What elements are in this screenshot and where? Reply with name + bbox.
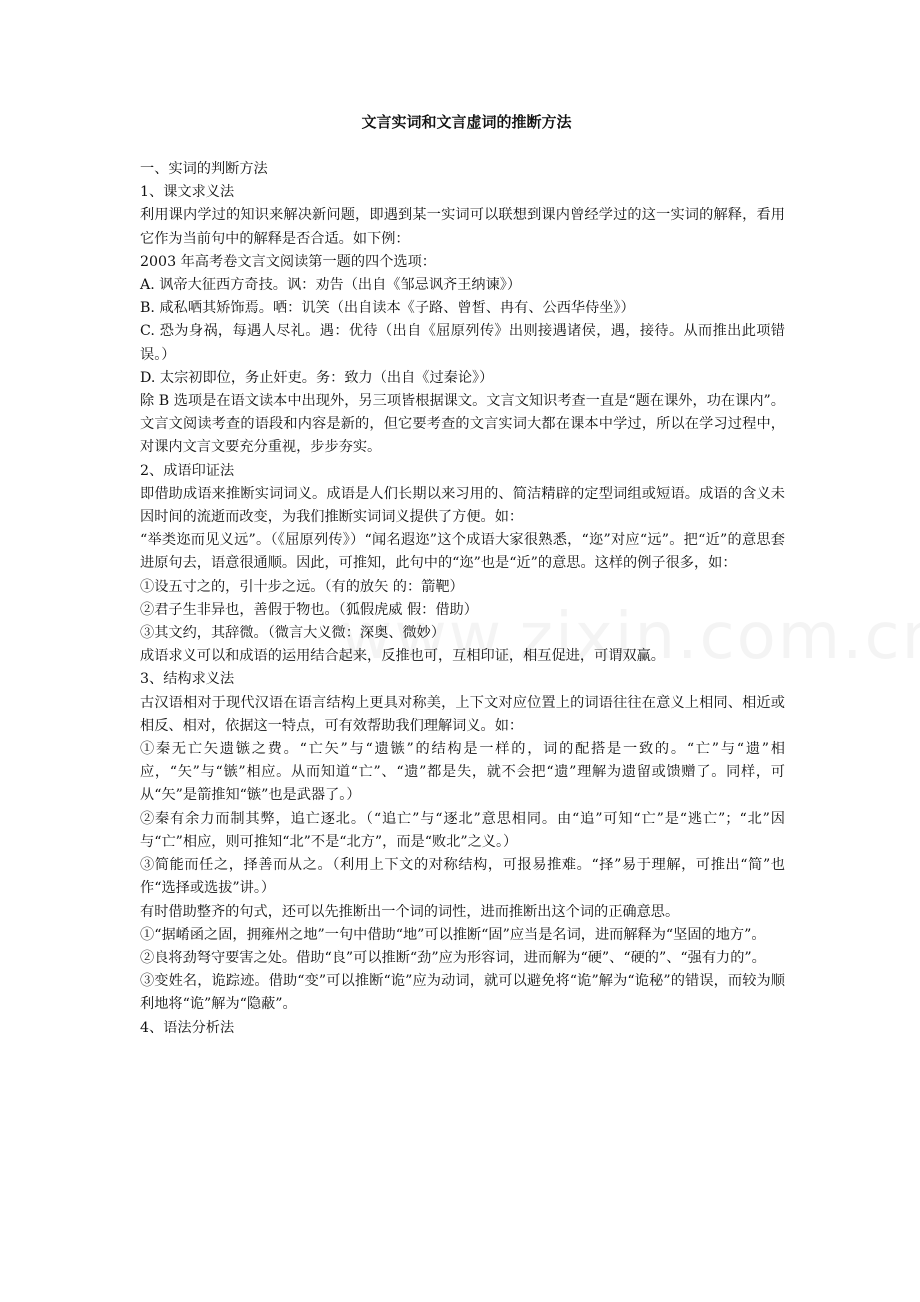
document-page: [140, 110, 785, 1040]
paragraph: 有时借助整齐的句式，还可以先推断出一个词的词性，进而推断出这个词的正确意思。: [140, 903, 680, 920]
heading-method-4: 4、语法分析法: [140, 1019, 235, 1036]
example-item: ②秦有余力而制其弊，追亡逐北。（“追亡”与“逐北”意思相同。由“追”可知“亡”是“逃亡”；“北”因与“亡”相应，则可推知“北”不是“北方”，而是“败北”之义。）: [140, 810, 785, 850]
example-item: ①“据崤函之固，拥雍州之地”一句中借助“地”可以推断“固”应当是名词，进而解释为“坚固的地方”。: [140, 926, 766, 943]
paragraph: 即借助成语来推断实词词义。成语是人们长期以来习用的、简洁精辟的定型词组或短语。成语的含义未因时间的流逝而改变，为我们推断实词词义提供了方便。如：: [140, 485, 785, 526]
option-a: A. 讽帝大征西方奇技。讽：劝告（出自《邹忌讽齐王纳谏》）: [140, 277, 522, 294]
example-item: ③变姓名，诡踪迹。借助“变”可以推断“诡”应为动词，就可以避免将“诡”解为“诡秘”的错误，而较为顺利地将“诡”解为“隐蔽”。: [140, 973, 785, 1013]
paragraph: 2003 年高考卷文言文阅读第一题的四个选项：: [140, 253, 436, 270]
document-body: [140, 158, 785, 1040]
example-item: ③简能而任之，择善而从之。（利用上下文的对称结构，可报易推难。“择”易于理解，可推出“简”也作“选择或选拔”讲。）: [140, 857, 785, 897]
paragraph: “举类迩而见义远”。（《屈原列传》）“闻名遐迩”这个成语大家很熟悉，“迩”对应“远”。把“近”的意思套进原句去，语意很通顺。因此，可推知，此句中的“迩”也是“近”的意思。这样的例子很多，如：: [140, 532, 785, 572]
paragraph: 古汉语相对于现代汉语在语言结构上更具对称美，上下文对应位置上的词语往往在意义上相同、相近或相反、相对，依据这一特点，可有效帮助我们理解词义。如：: [140, 694, 785, 734]
option-b: B. 咸私哂其矫饰焉。哂：讥笑（出自读本《子路、曾皙、冉有、公西华侍坐》）: [140, 300, 635, 317]
heading-method-1: 1、课文求义法: [140, 184, 235, 201]
heading-method-3: 3、结构求义法: [140, 671, 235, 688]
heading-section-1: 一、实词的判断方法: [140, 161, 268, 177]
example-item: ②君子生非异也，善假于物也。（狐假虎威 假：借助）: [140, 601, 478, 618]
paragraph: 利用课内学过的知识来解决新问题，即遇到某一实词可以联想到课内曾经学过的这一实词的解释，看用它作为当前句中的解释是否合适。如下例：: [140, 207, 785, 247]
option-c: C. 恐为身祸，每遇人尽礼。遇：优待（出自《屈原列传》出则接遇诸侯，遇，接待。从而推出此项错误。）: [140, 323, 785, 363]
paragraph: 除 B 选项是在语文读本中出现外，另三项皆根据课文。文言文知识考查一直是“题在课外，功在课内”。文言文阅读考查的语段和内容是新的，但它要考查的文言实词大都在课本中学过，所以在学习过程中，对课内文言文要充分重视，步步夯实。: [140, 393, 785, 456]
option-d: D. 太宗初即位，务止奸吏。务：致力（出自《过秦论》）: [140, 369, 494, 386]
example-item: ①设五寸之的，引十步之远。（有的放矢 的：箭靶）: [140, 578, 464, 595]
example-item: ③其文约，其辞微。（微言大义微：深奥、微妙）: [140, 625, 446, 642]
example-item: ②良将劲弩守要害之处。借助“良”可以推断“劲”应为形容词，进而解为“硬”、“硬的”、“强有力的”。: [140, 949, 766, 966]
example-item: ①秦无亡矢遗镞之费。“亡矢”与“遗镞”的结构是一样的，词的配搭是一致的。“亡”与“遗”相应，“矢”与“镞”相应。从而知道“亡”、“遗”都是失，就不会把“遗”理解为遗留或馈赠了。同样，可从“矢”是箭推知“镞”也是武器了。）: [140, 741, 785, 804]
heading-method-2: 2、成语印证法: [140, 462, 235, 479]
document-title: 文言实词和文言虚词的推断方法: [361, 113, 572, 131]
paragraph: 成语求义可以和成语的运用结合起来，反推也可，互相印证，相互促进，可谓双赢。: [140, 648, 665, 665]
